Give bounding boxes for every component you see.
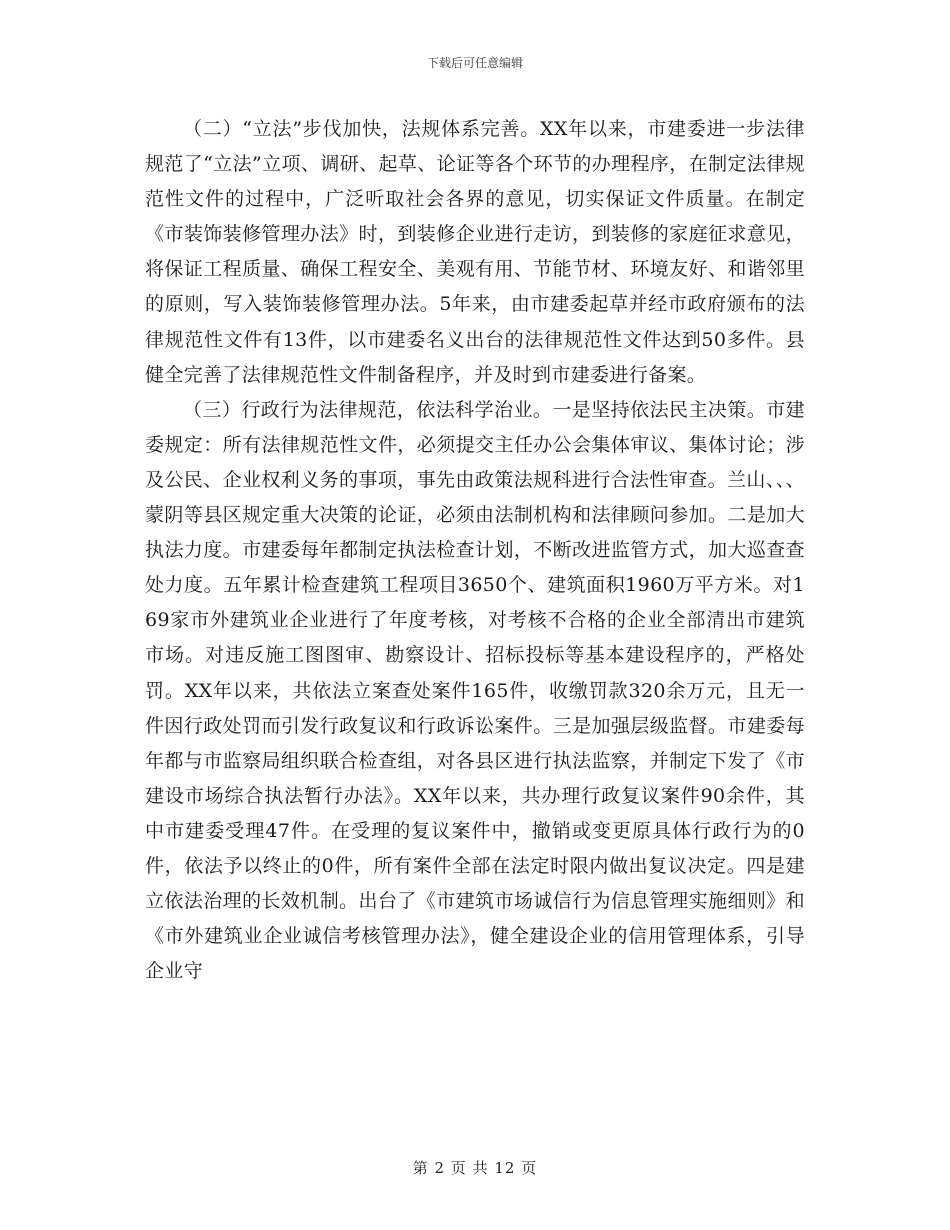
- document-body: [145, 112, 805, 989]
- paragraph-2: （二）“立法”步伐加快，法规体系完善。XX年以来，市建委进一步法律规范了“立法”立项、调研、起草、论证等各个环节的办理程序，在制定法律规范性文件的过程中，广泛听取社会各界的意见，切实保证文件质量。在制定《市装饰装修管理办法》时，到装修企业进行走访，到装修的家庭征求意见，将保证工程质量、确保工程安全、美观有用、节能节材、环境友好、和谐邻里的原则，写入装饰装修管理办法。5年来，由市建委起草并经市政府颁布的法律规范性文件有13件，以市建委名义出台的法律规范性文件达到50多件。县健全完善了法律规范性文件制备程序，并及时到市建委进行备案。: [145, 118, 805, 386]
- paragraph-3: （三）行政行为法律规范，依法科学治业。一是坚持依法民主决策。市建委规定：所有法律规范性文件，必须提交主任办公会集体审议、集体讨论；涉及公民、企业权利义务的事项，事先由政策法规科进行合法性审查。兰山、、、蒙阴等县区规定重大决策的论证，必须由法制机构和法律顾问参加。二是加大执法力度。市建委每年都制定执法检查计划，不断改进监管方式，加大巡查查处力度。五年累计检查建筑工程项目3650个、建筑面积1960万平方米。对169家市外建筑业企业进行了年度考核，对考核不合格的企业全部清出市建筑市场。对违反施工图图审、勘察设计、招标投标等基本建设程序的，严格处罚。XX年以来，共依法立案查处案件165件，收缴罚款320余万元，且无一件因行政处罚而引发行政复议和行政诉讼案件。三是加强层级监督。市建委每年都与市监察局组织联合检查组，对各县区进行执法监察，并制定下发了《市建设市场综合执法暂行办法》。XX年以来，共办理行政复议案件90余件，其中市建委受理47件。在受理的复议案件中，撤销或变更原具体行政行为的0件，依法予以终止的0件，所有案件全部在法定时限内做出复议决定。四是建立依法治理的长效机制。出台了《市建筑市场诚信行为信息管理实施细则》和《市外建筑业企业诚信考核管理办法》，健全建设企业的信用管理体系，引导企业守: [145, 398, 805, 983]
- page-footer: 第 2 页 共 12 页: [412, 1159, 538, 1177]
- page-header: 下载后可任意编辑: [426, 56, 523, 70]
